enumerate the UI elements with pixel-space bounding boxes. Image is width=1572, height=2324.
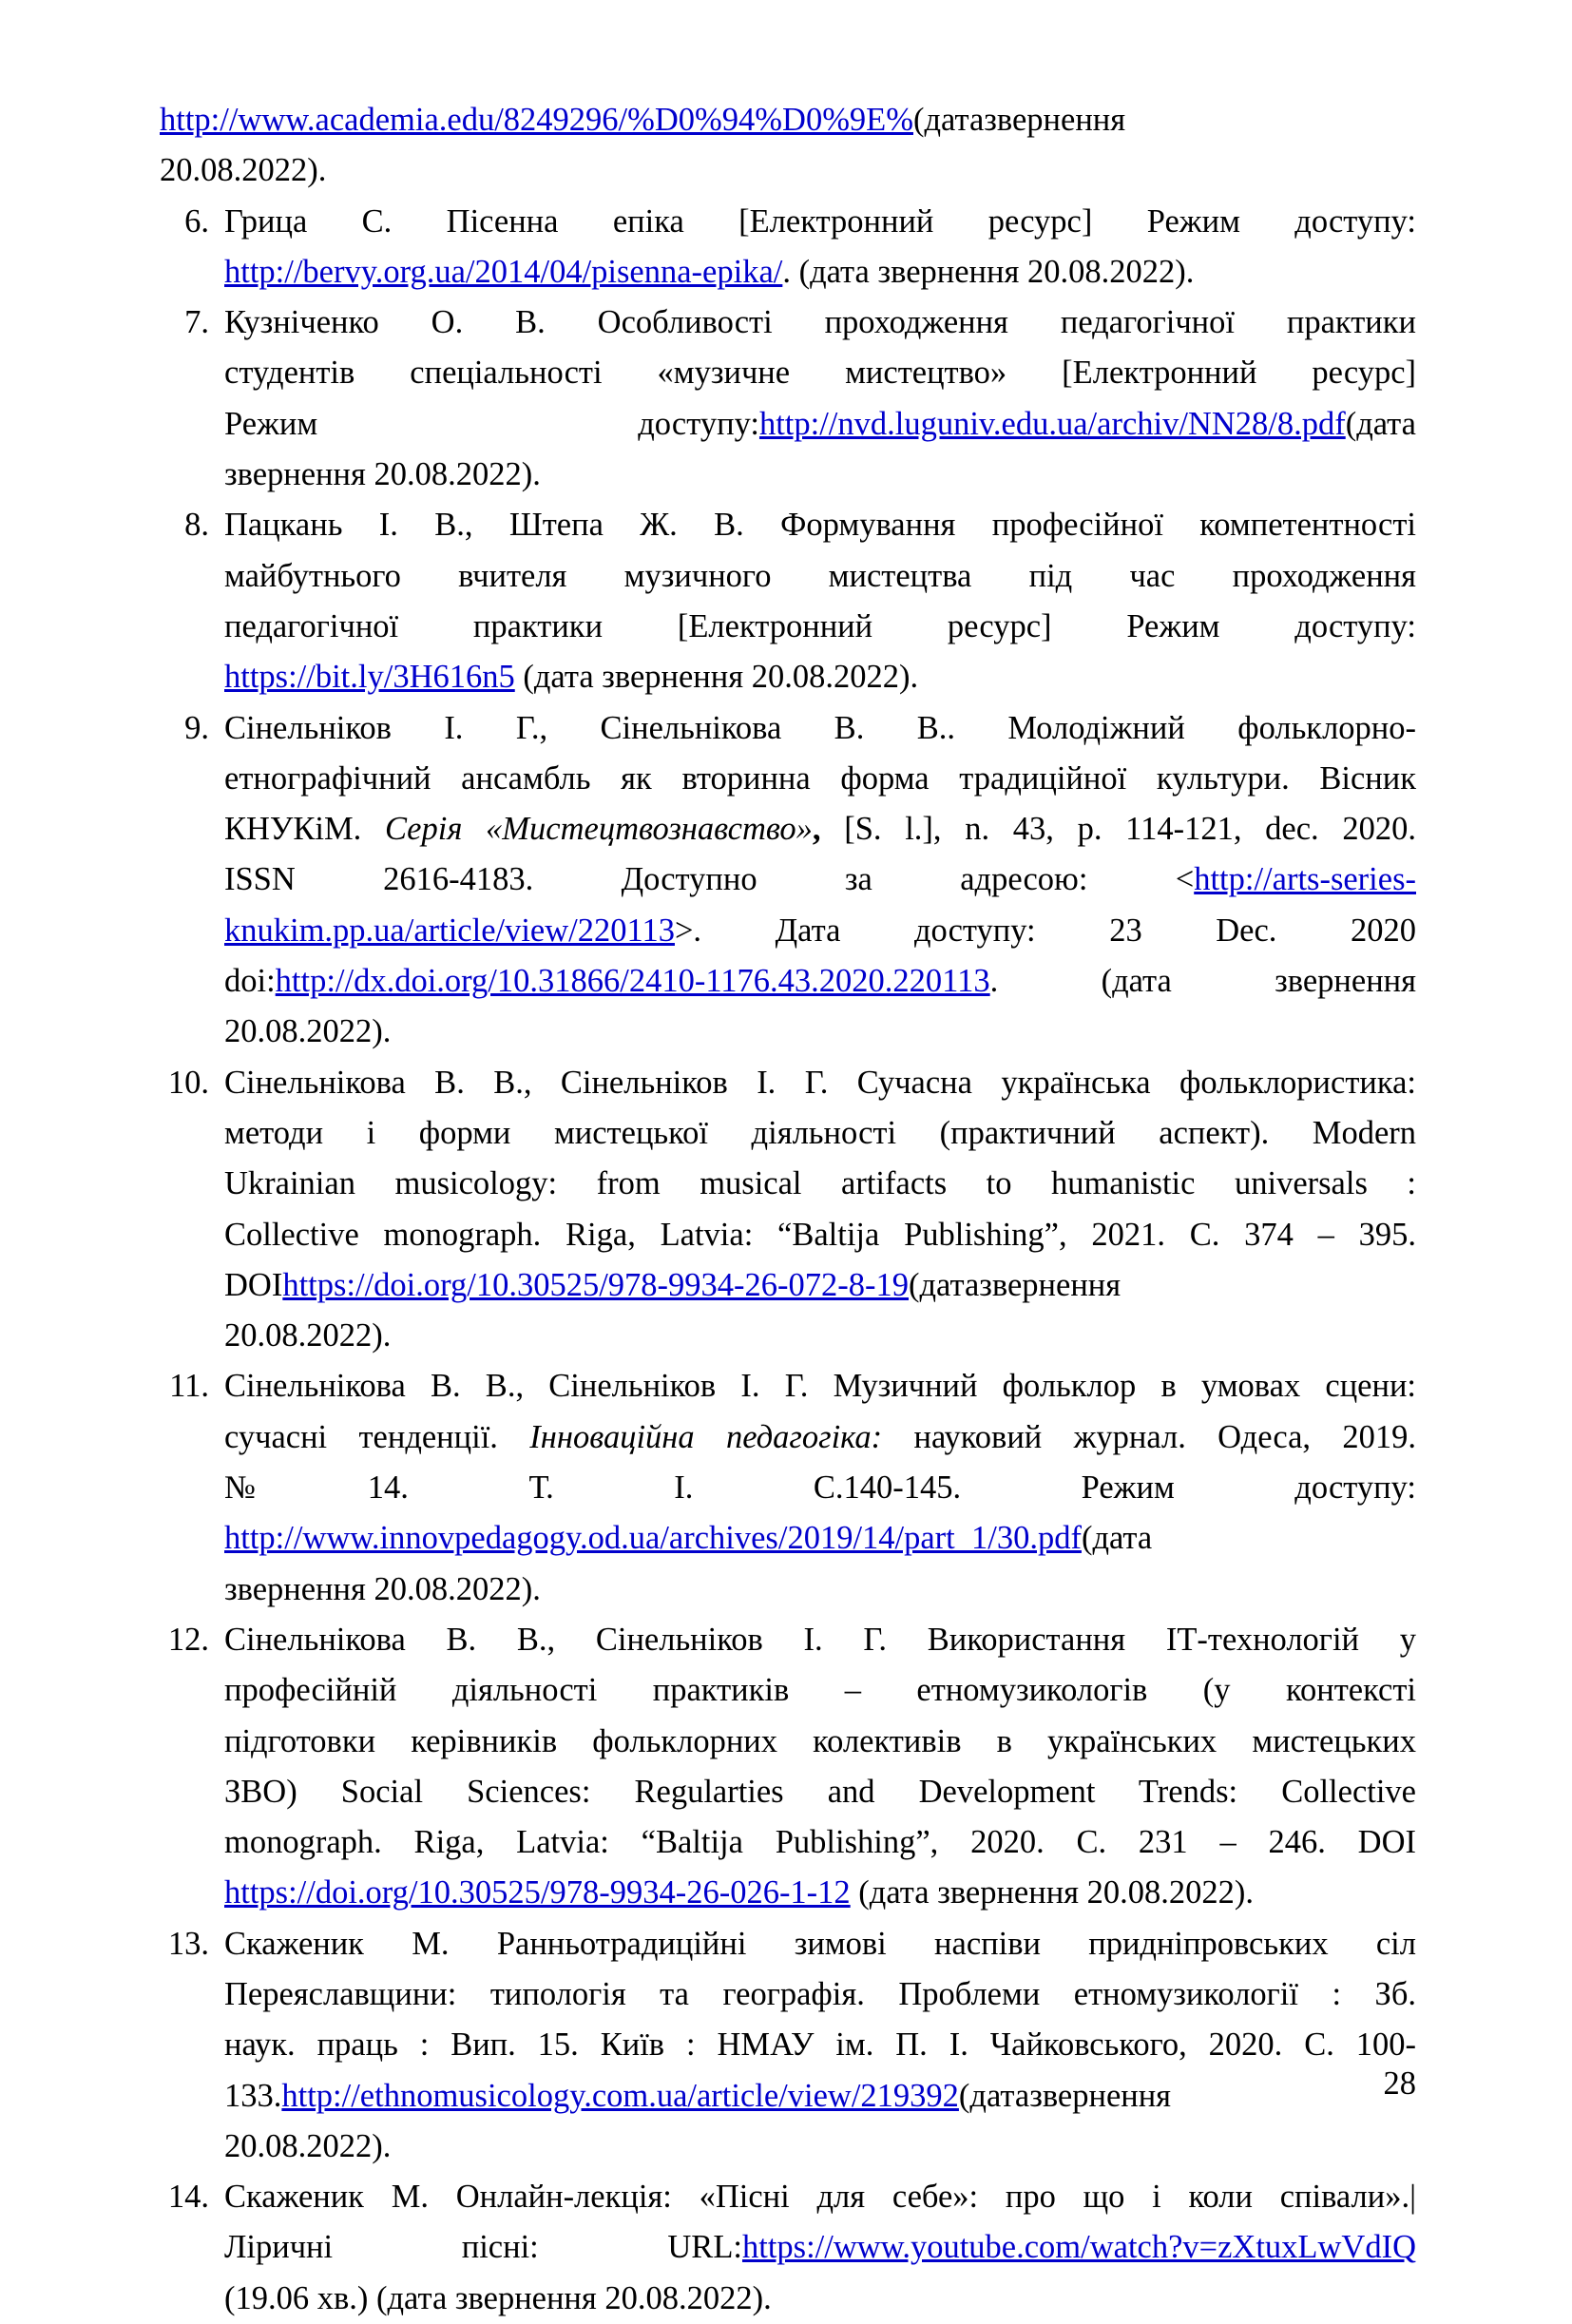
reference-9-line-4 [224, 855, 1416, 905]
reference-11-line-2-post: науковий журнал. Одеса, 2019. [882, 1418, 1416, 1455]
reference-9-line-5-post: >. Дата доступу: 23 Dec. 2020 [674, 912, 1416, 949]
reference-10-line-5 [224, 1260, 1416, 1311]
reference-9-doi-link[interactable]: http://dx.doi.org/10.31866/2410-1176.43.2020.220113 [275, 963, 990, 1000]
reference-10-tail: 20.08.2022). [224, 1317, 392, 1354]
orphan-tail: 20.08.2022). [160, 152, 327, 189]
reference-marker-10: 10. [167, 1064, 209, 1101]
reference-item-8 [160, 500, 1416, 702]
reference-9-series-title: Серія «Мистецтвознавство» [384, 811, 813, 848]
reference-11-after-url: (дата [1081, 1520, 1153, 1557]
reference-7-url-link[interactable]: http://nvd.luguniv.edu.ua/archiv/NN28/8.pdf [758, 405, 1346, 442]
reference-9-line-4-pre: ISSN 2616-4183. Доступно за адресою: < [224, 861, 1195, 898]
reference-13-url-link[interactable]: http://ethnomusicology.com.ua/article/view/219392 [281, 2077, 959, 2114]
reference-11-line-3: №14. Т. І. С.140-145. Режим доступу: [224, 1469, 1416, 1507]
reference-8-after-url: (дата звернення 20.08.2022). [514, 659, 919, 696]
reference-11-line-2-pre: сучасні тенденції. [224, 1418, 530, 1455]
reference-10-line-1: Сінельнікова В. В., Сінельніков І. Г. Сучасна українська фольклористика: [224, 1064, 1416, 1101]
reference-10-gap-word: звернення [979, 1266, 1121, 1303]
reference-7-line-1: Кузніченко О. В. Особливості проходження педагогічної практики [224, 304, 1416, 341]
reference-6-url-link[interactable]: http://bervy.org.ua/2014/04/pisenna-epika/ [224, 253, 783, 290]
reference-13-after-url: (дата [958, 2077, 1030, 2114]
reference-marker-12: 12. [167, 1621, 209, 1658]
reference-8-line-4 [224, 652, 1416, 702]
reference-7-after-url: (дата [1345, 405, 1416, 442]
reference-8-line-2: майбутнього вчителя музичного мистецтва під час проходження [224, 557, 1416, 594]
bibliography-body [160, 95, 1416, 2324]
reference-item-9 [160, 703, 1416, 1058]
reference-8-line-1: Пацкань І. В., Штепа Ж. В. Формування професійної компетентності [224, 507, 1416, 544]
reference-10-doi-label: DOI [224, 1266, 283, 1303]
reference-7-tail: звернення 20.08.2022). [224, 456, 541, 493]
reference-8-line-3: педагогічної практики [Електронний ресурс] Режим доступу: [224, 607, 1416, 644]
reference-11-journal-title: Інноваційна педагогіка: [529, 1418, 883, 1455]
reference-9-line-2: етнографічний ансамбль як вторинна форма традиційної культури. Вісник [224, 759, 1416, 797]
reference-marker-14: 14. [167, 2179, 209, 2216]
reference-12-line-6 [224, 1868, 1416, 1918]
reference-14-line-2 [224, 2222, 1416, 2273]
reference-13-gap-word: звернення [1029, 2077, 1172, 2114]
reference-10-after-url: (дата [909, 1266, 980, 1303]
orphan-line-1 [160, 95, 1416, 145]
reference-10-line-2: методи і форми мистецької діяльності (практичний аспект). Modern [224, 1114, 1416, 1151]
reference-12-line-2: професійній діяльності практиків – етномузикологів (у контексті [224, 1672, 1416, 1709]
reference-10-doi-link[interactable]: https://doi.org/10.30525/978-9934-26-072-8-19 [282, 1266, 909, 1303]
reference-13-line-4 [224, 2071, 1416, 2122]
reference-14-line-2-pre: Ліричні пісні: URL: [224, 2229, 742, 2266]
reference-6-line-2 [224, 247, 1416, 298]
reference-6-after-url: . (дата звернення 20.08.2022). [782, 253, 1195, 290]
reference-9-url-link-part2[interactable]: knukim.pp.ua/article/view/220113 [224, 912, 675, 949]
reference-13-page-end: 133. [224, 2077, 282, 2114]
reference-12-line-3: підготовки керівників фольклорних колективів в українських мистецьких [224, 1722, 1416, 1759]
reference-8-url-link[interactable]: https://bit.ly/3H616n5 [224, 659, 515, 696]
reference-item-13 [160, 1919, 1416, 2172]
reference-13-line-2: Переяславщини: типологія та географія. Проблеми етномузикології : Зб. [224, 1975, 1416, 2012]
reference-9-line-3-post: [S. l.], n. 43, p. 114-121, dec. 2020. [820, 811, 1416, 848]
reference-9-tail: 20.08.2022). [224, 1013, 392, 1050]
reference-marker-7: 7. [184, 304, 209, 341]
orphan-after-url: (дата [913, 102, 985, 138]
reference-item-11 [160, 1361, 1416, 1614]
reference-11-url-link[interactable]: http://www.innovpedagogy.od.ua/archives/2019/14/part_1/30.pdf [224, 1520, 1082, 1557]
reference-7-line-3-pre: Режим доступу: [224, 405, 759, 442]
reference-12-doi-link[interactable]: https://doi.org/10.30525/978-9934-26-026-1-12 [224, 1874, 851, 1911]
reference-13-line-3: наук. праць : Вип. 15. Київ : НМАУ ім. П. І. Чайковського, 2020. С. 100- [224, 2026, 1416, 2064]
reference-14-tail: (19.06 хв.) (дата звернення 20.08.2022). [224, 2279, 772, 2316]
reference-9-line-6 [224, 956, 1416, 1007]
reference-9-line-5 [224, 906, 1416, 956]
reference-9-line-6-post: . (дата звернення [989, 963, 1416, 1000]
reference-9-line-3 [224, 804, 1416, 855]
reference-7-line-2: студентів спеціальності «музичне мистецтво» [Електронний ресурс] [224, 355, 1416, 392]
reference-marker-6: 6. [184, 202, 209, 240]
reference-marker-13: 13. [167, 1925, 209, 1962]
reference-13-line-1: Скаженик М. Ранньотрадиційні зимові наспіви придніпровських сіл [224, 1925, 1416, 1962]
reference-item-10 [160, 1058, 1416, 1362]
reference-marker-11: 11. [169, 1368, 209, 1405]
reference-item-14 [160, 2172, 1416, 2324]
reference-9-line-3-pre: КНУКіМ. [224, 811, 385, 848]
reference-marker-8: 8. [184, 507, 209, 544]
reference-9-line-3-bold: , [812, 811, 821, 848]
reference-11-tail: звернення 20.08.2022). [224, 1570, 541, 1607]
page-number: 28 [1383, 2065, 1416, 2102]
reference-11-line-1: Сінельнікова В. В., Сінельніков І. Г. Музичний фольклор в умовах сцени: [224, 1368, 1416, 1405]
reference-11-line-2 [224, 1412, 1416, 1463]
orphan-reference-continuation [160, 95, 1416, 197]
reference-7-line-3 [224, 399, 1416, 450]
reference-9-url-link-part1[interactable]: http://arts-series- [1194, 861, 1416, 898]
reference-6-line-1: Грица С. Пісенна епіка [Електронний ресурс] Режим доступу: [224, 202, 1416, 240]
reference-13-tail: 20.08.2022). [224, 2127, 392, 2164]
orphan-url-link[interactable]: http://www.academia.edu/8249296/%D0%94%D0%9E% [160, 102, 913, 138]
reference-14-line-1: Скаженик М. Онлайн-лекція: «Пісні для себе»: про що і коли співали».| [224, 2179, 1416, 2216]
reference-9-doi-prefix: doi: [224, 963, 276, 1000]
orphan-gap-word: звернення [984, 102, 1126, 138]
reference-item-12 [160, 1615, 1416, 1919]
reference-10-line-4: Collective monograph. Riga, Latvia: “Baltija Publishing”, 2021. С. 374 – 395. [224, 1216, 1416, 1253]
reference-10-line-3: Ukrainian musicology: from musical artifacts to humanistic universals : [224, 1165, 1416, 1202]
reference-12-line-1: Сінельнікова В. В., Сінельніков І. Г. Використання ІТ-технологій у [224, 1621, 1416, 1658]
reference-marker-9: 9. [184, 709, 209, 746]
reference-14-url-link[interactable]: https://www.youtube.com/watch?v=zXtuxLwVdIQ [741, 2229, 1416, 2266]
reference-12-line-4: ЗВО) Social Sciences: Regularties and Development Trends: Collective [224, 1773, 1416, 1810]
reference-9-line-1: Сінельніков І. Г., Сінельнікова В. В.. Молодіжний фольклорно- [224, 709, 1416, 746]
reference-12-after-url: (дата звернення 20.08.2022). [850, 1874, 1255, 1911]
reference-item-7 [160, 298, 1416, 500]
reference-12-line-5: monograph. Riga, Latvia: “Baltija Publishing”, 2020. С. 231 – 246. DOI [224, 1824, 1416, 1861]
reference-item-6 [160, 197, 1416, 298]
reference-11-line-4 [224, 1513, 1416, 1564]
